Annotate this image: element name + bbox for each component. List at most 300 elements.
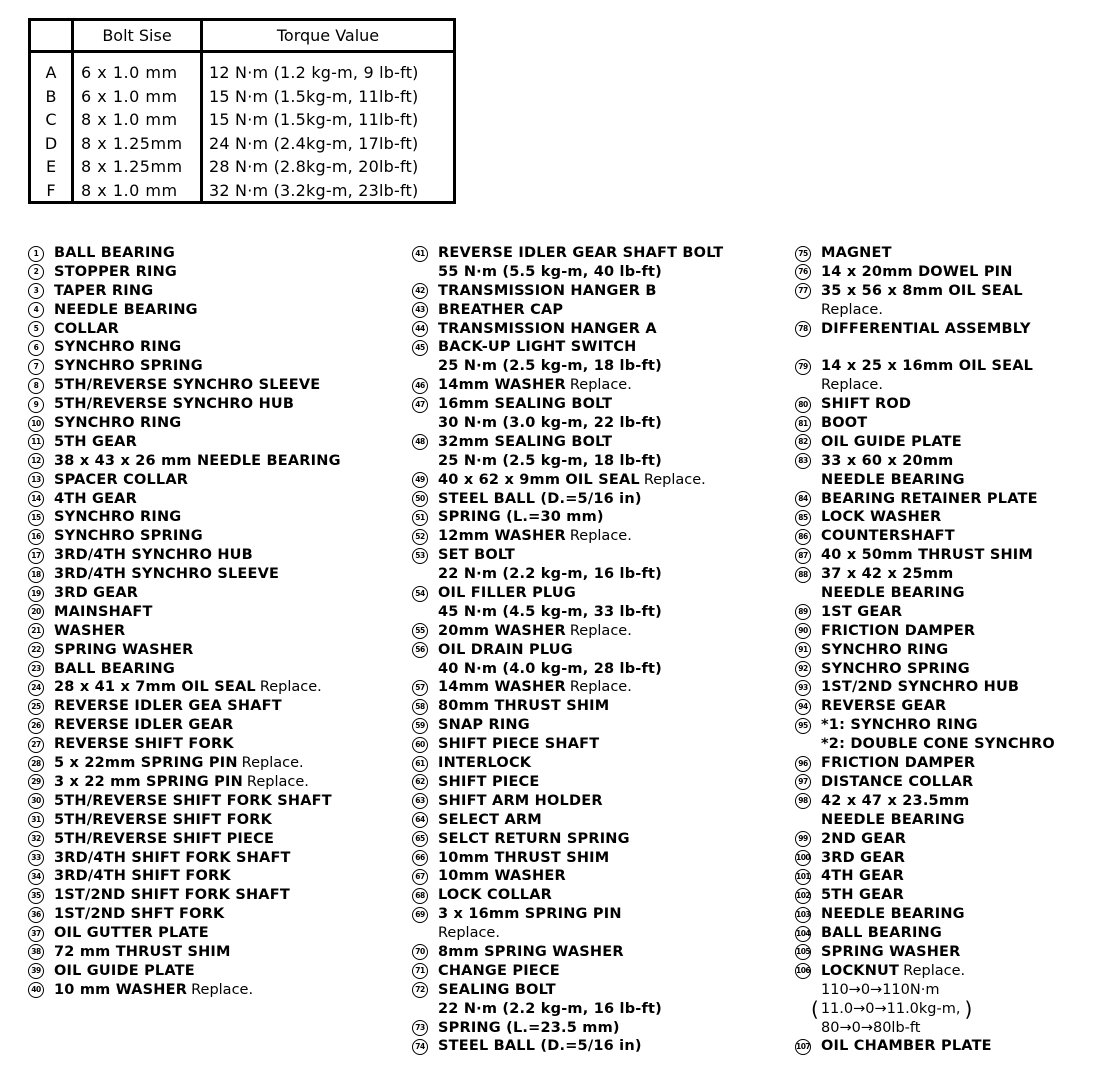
item-number-badge: 67 xyxy=(412,869,428,885)
item-number-badge: 2 xyxy=(28,264,44,280)
part-name: OIL GUIDE PLATE xyxy=(821,433,962,450)
item-number-badge: 6 xyxy=(28,340,44,356)
parts-list-item xyxy=(412,830,782,849)
item-number-badge: 39 xyxy=(28,963,44,979)
item-number-badge: 93 xyxy=(795,680,811,696)
item-number-badge: 45 xyxy=(412,340,428,356)
part-name: 38 x 43 x 26 mm NEEDLE BEARING xyxy=(54,452,341,469)
item-number-badge: 36 xyxy=(28,907,44,923)
torque-value: 15 N·m (1.5kg-m, 11lb-ft) xyxy=(209,110,419,129)
parts-list-item xyxy=(28,943,400,962)
part-name: *1: SYNCHRO RING xyxy=(821,717,978,734)
parts-list-item xyxy=(412,263,782,282)
parts-list-item xyxy=(795,773,1115,792)
parts-list-item xyxy=(28,452,400,471)
parts-list-item xyxy=(28,660,400,679)
parts-list-item xyxy=(412,697,782,716)
item-number-badge: 96 xyxy=(795,756,811,772)
parts-list-item xyxy=(412,357,782,376)
item-number-badge: 58 xyxy=(412,699,428,715)
part-name: BALL BEARING xyxy=(821,925,942,942)
parts-list-item xyxy=(28,320,400,339)
parts-list-item xyxy=(795,943,1115,962)
bolt-size: 8 x 1.0 mm xyxy=(81,180,178,200)
part-name: SELECT ARM xyxy=(438,811,542,828)
part-name: REVERSE IDLER GEAR SHAFT BOLT xyxy=(438,245,724,261)
parts-list-item xyxy=(28,792,400,811)
item-number-badge: 90 xyxy=(795,623,811,639)
parts-list-item xyxy=(795,433,1115,452)
parts-list-item xyxy=(412,641,782,660)
parts-list-item xyxy=(795,282,1115,301)
part-name: LOCKNUT xyxy=(821,962,900,979)
parts-list-item xyxy=(28,584,400,603)
part-note: Replace. xyxy=(438,925,500,942)
part-name: 3RD GEAR xyxy=(821,849,906,866)
part-name: 5TH/REVERSE SHIFT PIECE xyxy=(54,830,275,847)
part-name: SEALING BOLT xyxy=(438,981,556,998)
item-number-badge: 70 xyxy=(412,944,428,960)
part-name: 4TH GEAR xyxy=(54,490,137,507)
part-note: Replace. xyxy=(821,377,883,394)
item-number-badge: 74 xyxy=(412,1039,428,1055)
part-name: NEEDLE BEARING xyxy=(821,811,965,828)
parts-list-item xyxy=(28,678,400,697)
part-name: 3RD/4TH SYNCHRO SLEEVE xyxy=(54,566,280,583)
parts-list-item xyxy=(28,471,400,490)
parts-list-item xyxy=(795,735,1115,754)
part-name: SNAP RING xyxy=(438,717,530,734)
item-number-badge: 77 xyxy=(795,283,811,299)
item-number-badge: 5 xyxy=(28,321,44,337)
part-note: Replace. xyxy=(569,679,632,696)
part-note: Replace. xyxy=(191,981,254,998)
part-name: 5TH/REVERSE SHIFT FORK xyxy=(54,811,273,828)
part-name: TRANSMISSION HANGER A xyxy=(438,320,657,337)
part-name: 5TH/REVERSE SHIFT FORK SHAFT xyxy=(54,792,332,809)
torque-value: 28 N·m (2.8kg-m, 20lb-ft) xyxy=(209,157,419,176)
part-name: LOCK WASHER xyxy=(821,509,942,526)
parts-list-item xyxy=(795,867,1115,886)
part-name: SELCT RETURN SPRING xyxy=(438,830,630,847)
item-number-badge: 72 xyxy=(412,982,428,998)
bolt-size: 8 x 1.0 mm xyxy=(81,110,178,129)
part-name: FRICTION DAMPER xyxy=(821,622,976,639)
parts-list-item xyxy=(412,1019,782,1038)
item-number-badge: 102 xyxy=(795,888,811,904)
parts-list-item xyxy=(795,301,1115,320)
part-name: 35 x 56 x 8mm OIL SEAL xyxy=(821,282,1023,299)
item-number-badge: 94 xyxy=(795,699,811,715)
parts-list-item xyxy=(412,1000,782,1019)
parts-list-item xyxy=(795,981,1115,1000)
part-name: 3 x 16mm SPRING PIN xyxy=(438,906,622,923)
item-number-badge: 57 xyxy=(412,680,428,696)
part-name: DIFFERENTIAL ASSEMBLY xyxy=(821,320,1031,337)
item-number-badge: 46 xyxy=(412,378,428,394)
part-name: BALL BEARING xyxy=(54,245,175,261)
item-number-badge: 38 xyxy=(28,944,44,960)
parts-list-item xyxy=(412,792,782,811)
parts-list-item xyxy=(412,943,782,962)
item-number-badge: 24 xyxy=(28,680,44,696)
parts-list-item xyxy=(412,546,782,565)
parts-list-item xyxy=(795,830,1115,849)
parts-list-item xyxy=(412,886,782,905)
item-number-badge: 40 xyxy=(28,982,44,998)
item-number-badge: 18 xyxy=(28,567,44,583)
part-name: OIL FILLER PLUG xyxy=(438,585,576,602)
bracket-open-icon: ( xyxy=(811,996,819,1021)
parts-list-item xyxy=(412,1037,782,1056)
part-name: SYNCHRO RING xyxy=(54,339,182,356)
part-name: 22 N·m (2.2 kg-m, 16 lb-ft) xyxy=(438,566,662,583)
parts-list-item xyxy=(412,395,782,414)
item-number-badge: 80 xyxy=(795,397,811,413)
parts-list-item xyxy=(412,660,782,679)
part-name: 40 x 50mm THRUST SHIM xyxy=(821,547,1034,564)
part-name: STOPPER RING xyxy=(54,263,178,280)
bolt-size: 8 x 1.25mm xyxy=(81,133,183,153)
item-number-badge: 89 xyxy=(795,604,811,620)
part-name: SYNCHRO RING xyxy=(821,641,949,658)
part-name: 5TH GEAR xyxy=(821,887,904,904)
torque-table-row xyxy=(31,85,453,108)
part-name: COLLAR xyxy=(54,320,120,337)
parts-list-item xyxy=(28,527,400,546)
part-name: 14 x 20mm DOWEL PIN xyxy=(821,263,1013,280)
item-number-badge: 64 xyxy=(412,812,428,828)
part-name: OIL DRAIN PLUG xyxy=(438,641,573,658)
part-note: Replace. xyxy=(821,301,883,318)
bolt-letter: A xyxy=(45,63,57,82)
part-name: REVERSE SHIFT FORK xyxy=(54,736,234,753)
parts-list-column-3 xyxy=(795,244,1115,1056)
part-name: SPRING (L.=30 mm) xyxy=(438,509,604,526)
item-number-badge: 17 xyxy=(28,548,44,564)
parts-list-item xyxy=(28,735,400,754)
part-name: OIL GUTTER PLATE xyxy=(54,925,209,942)
parts-list-item xyxy=(412,414,782,433)
part-name: TAPER RING xyxy=(54,282,154,299)
part-name: BALL BEARING xyxy=(54,660,175,677)
parts-list-item xyxy=(28,357,400,376)
parts-list-item xyxy=(795,996,1115,1021)
part-name: 5TH/REVERSE SYNCHRO HUB xyxy=(54,396,295,413)
item-number-badge: 75 xyxy=(795,246,811,262)
item-number-badge: 33 xyxy=(28,850,44,866)
parts-list-item xyxy=(412,471,782,490)
torque-table-row xyxy=(31,155,453,178)
part-note: Replace. xyxy=(246,773,309,790)
parts-list-item xyxy=(795,395,1115,414)
item-number-badge: 3 xyxy=(28,283,44,299)
parts-list-item xyxy=(412,716,782,735)
parts-list-item xyxy=(795,414,1115,433)
part-name: 25 N·m (2.5 kg-m, 18 lb-ft) xyxy=(438,452,662,469)
item-number-badge: 14 xyxy=(28,491,44,507)
parts-list-item xyxy=(412,565,782,584)
item-number-badge: 88 xyxy=(795,567,811,583)
item-number-badge: 28 xyxy=(28,756,44,772)
item-number-badge: 35 xyxy=(28,888,44,904)
parts-list-item xyxy=(795,924,1115,943)
item-number-badge: 1 xyxy=(28,246,44,262)
part-name: 14mm WASHER xyxy=(438,679,566,696)
item-number-badge: 87 xyxy=(795,548,811,564)
part-name: 14 x 25 x 16mm OIL SEAL xyxy=(821,358,1034,375)
item-number-badge: 99 xyxy=(795,831,811,847)
parts-list-item xyxy=(795,716,1115,735)
parts-list-item xyxy=(28,301,400,320)
part-note: Replace. xyxy=(903,962,966,979)
parts-list-column-2 xyxy=(412,244,782,1056)
part-name: SPACER COLLAR xyxy=(54,471,189,488)
item-number-badge: 65 xyxy=(412,831,428,847)
part-name: 1ST/2ND SYNCHRO HUB xyxy=(821,679,1020,696)
item-number-badge: 85 xyxy=(795,510,811,526)
parts-list-item xyxy=(28,508,400,527)
part-name: MAINSHAFT xyxy=(54,603,153,620)
parts-list-item xyxy=(795,452,1115,471)
part-name: 28 x 41 x 7mm OIL SEAL xyxy=(54,679,256,696)
part-name: SHIFT ROD xyxy=(821,396,912,413)
part-name: 33 x 60 x 20mm xyxy=(821,452,954,469)
part-name: 10mm WASHER xyxy=(438,868,566,885)
part-name: 80mm THRUST SHIM xyxy=(438,698,610,715)
part-name: NEEDLE BEARING xyxy=(821,585,965,602)
part-name: COUNTERSHAFT xyxy=(821,528,955,545)
parts-list-item xyxy=(412,508,782,527)
parts-list-item xyxy=(412,584,782,603)
part-name: 5TH/REVERSE SYNCHRO SLEEVE xyxy=(54,377,321,394)
parts-list-item xyxy=(795,849,1115,868)
parts-list-item xyxy=(28,565,400,584)
part-name: BREATHER CAP xyxy=(438,301,564,318)
item-number-badge: 41 xyxy=(412,246,428,262)
item-number-badge: 73 xyxy=(412,1020,428,1036)
bracket-close-icon: ) xyxy=(964,996,973,1021)
bolt-letter: C xyxy=(45,110,57,129)
parts-list-item xyxy=(28,830,400,849)
item-number-badge: 61 xyxy=(412,756,428,772)
part-name: 1ST GEAR xyxy=(821,603,903,620)
parts-list-item xyxy=(795,471,1115,490)
part-name: OIL CHAMBER PLATE xyxy=(821,1038,992,1055)
part-name: 3 x 22 mm SPRING PIN xyxy=(54,773,243,790)
item-number-badge: 10 xyxy=(28,416,44,432)
item-number-badge: 9 xyxy=(28,397,44,413)
part-name: SET BOLT xyxy=(438,547,515,564)
part-name: 40 x 62 x 9mm OIL SEAL xyxy=(438,471,640,488)
parts-list-item xyxy=(795,886,1115,905)
part-note: 110→0→110N·m xyxy=(821,981,940,998)
parts-list-item xyxy=(28,338,400,357)
parts-list-item xyxy=(412,452,782,471)
bolt-size: 6 x 1.0 mm xyxy=(81,86,178,106)
parts-list-item xyxy=(28,263,400,282)
part-note: Replace. xyxy=(569,528,632,545)
parts-list-item xyxy=(795,546,1115,565)
part-name: STEEL BALL (D.=5/16 in) xyxy=(438,1038,642,1055)
parts-list-item xyxy=(795,490,1115,509)
part-name: 16mm SEALING BOLT xyxy=(438,396,613,413)
torque-table-header xyxy=(31,21,453,53)
parts-list-item xyxy=(795,320,1115,339)
item-number-badge: 69 xyxy=(412,907,428,923)
item-number-badge: 95 xyxy=(795,718,811,734)
parts-list-item xyxy=(795,508,1115,527)
part-name: CHANGE PIECE xyxy=(438,962,560,979)
part-name: 10mm THRUST SHIM xyxy=(438,849,610,866)
parts-list-item xyxy=(795,244,1115,263)
item-number-badge: 4 xyxy=(28,302,44,318)
item-number-badge: 26 xyxy=(28,718,44,734)
parts-list-item xyxy=(412,376,782,395)
part-note: Replace. xyxy=(241,755,304,772)
parts-list-item xyxy=(28,376,400,395)
part-name: DISTANCE COLLAR xyxy=(821,773,974,790)
header-bolt-size: Bolt Sise xyxy=(102,26,172,45)
parts-list-item xyxy=(795,962,1115,981)
item-number-badge: 22 xyxy=(28,642,44,658)
parts-list-item xyxy=(795,905,1115,924)
part-name: 25 N·m (2.5 kg-m, 18 lb-ft) xyxy=(438,358,662,375)
part-name: 72 mm THRUST SHIM xyxy=(54,943,231,960)
parts-list-item xyxy=(412,754,782,773)
part-name: INTERLOCK xyxy=(438,755,532,772)
item-number-badge: 47 xyxy=(412,397,428,413)
parts-list-item xyxy=(412,338,782,357)
parts-list-item xyxy=(28,395,400,414)
part-name: LOCK COLLAR xyxy=(438,887,553,904)
part-name: 20mm WASHER xyxy=(438,622,566,639)
part-name: MAGNET xyxy=(821,245,892,261)
item-number-badge: 37 xyxy=(28,926,44,942)
parts-list-item xyxy=(412,924,782,943)
item-number-badge: 62 xyxy=(412,774,428,790)
part-name: 22 N·m (2.2 kg-m, 16 lb-ft) xyxy=(438,1000,662,1017)
parts-list-item xyxy=(28,867,400,886)
part-note: Replace. xyxy=(643,471,706,488)
part-name: SHIFT ARM HOLDER xyxy=(438,792,603,809)
item-number-badge: 48 xyxy=(412,434,428,450)
item-number-badge: 29 xyxy=(28,774,44,790)
header-torque-value: Torque Value xyxy=(276,26,380,45)
parts-list-item xyxy=(28,414,400,433)
item-number-badge: 34 xyxy=(28,869,44,885)
bolt-size: 8 x 1.25mm xyxy=(81,157,183,176)
parts-list-item xyxy=(412,867,782,886)
part-name: 3RD/4TH SHIFT FORK SHAFT xyxy=(54,849,291,866)
part-name: WASHER xyxy=(54,622,126,639)
item-number-badge: 54 xyxy=(412,586,428,602)
part-name: REVERSE GEAR xyxy=(821,698,947,715)
part-name: OIL GUIDE PLATE xyxy=(54,962,195,979)
parts-list-item xyxy=(795,754,1115,773)
item-number-badge: 7 xyxy=(28,359,44,375)
item-number-badge: 21 xyxy=(28,623,44,639)
part-name: 8mm SPRING WASHER xyxy=(438,943,624,960)
item-number-badge: 86 xyxy=(795,529,811,545)
part-name: 32mm SEALING BOLT xyxy=(438,433,613,450)
part-name: TRANSMISSION HANGER B xyxy=(438,282,657,299)
parts-list-item xyxy=(795,678,1115,697)
torque-value: 32 N·m (3.2kg-m, 23lb-ft) xyxy=(209,180,419,200)
part-name: 30 N·m (3.0 kg-m, 22 lb-ft) xyxy=(438,415,662,432)
torque-value: 24 N·m (2.4kg-m, 17lb-ft) xyxy=(209,133,419,153)
part-name: REVERSE IDLER GEA SHAFT xyxy=(54,698,282,715)
parts-list-item xyxy=(28,244,400,263)
part-name: 2ND GEAR xyxy=(821,830,907,847)
part-name: NEEDLE BEARING xyxy=(821,906,965,923)
item-number-badge: 100 xyxy=(795,850,811,866)
torque-table-row xyxy=(31,132,453,155)
parts-list-item xyxy=(795,1037,1115,1056)
parts-list-item xyxy=(28,981,400,1000)
parts-list-item xyxy=(795,641,1115,660)
item-number-badge: 78 xyxy=(795,321,811,337)
parts-list-item xyxy=(28,622,400,641)
bolt-letter: B xyxy=(45,86,57,106)
parts-list-item xyxy=(412,849,782,868)
part-note: Replace. xyxy=(569,622,632,639)
parts-list-item xyxy=(28,886,400,905)
item-number-badge: 55 xyxy=(412,623,428,639)
item-number-badge: 101 xyxy=(795,869,811,885)
parts-list-item xyxy=(412,527,782,546)
parts-list-item xyxy=(795,811,1115,830)
parts-list-item xyxy=(28,905,400,924)
item-number-badge: 66 xyxy=(412,850,428,866)
parts-list-item xyxy=(795,622,1115,641)
torque-table-row xyxy=(31,179,453,202)
item-number-badge: 44 xyxy=(412,321,428,337)
parts-list-item xyxy=(795,527,1115,546)
part-name: REVERSE IDLER GEAR xyxy=(54,717,234,734)
parts-list-item xyxy=(412,244,782,263)
parts-list-item xyxy=(412,811,782,830)
part-name: 3RD/4TH SHIFT FORK xyxy=(54,868,231,885)
parts-list-item xyxy=(412,301,782,320)
item-number-badge: 13 xyxy=(28,472,44,488)
torque-table xyxy=(28,18,456,204)
part-name: 45 N·m (4.5 kg-m, 33 lb-ft) xyxy=(438,603,662,620)
item-number-badge: 43 xyxy=(412,302,428,318)
item-number-badge: 20 xyxy=(28,604,44,620)
parts-list-item xyxy=(795,376,1115,395)
part-name: 4TH GEAR xyxy=(821,868,904,885)
item-number-badge: 71 xyxy=(412,963,428,979)
item-number-badge: 63 xyxy=(412,793,428,809)
item-number-badge: 106 xyxy=(795,963,811,979)
item-number-badge: 27 xyxy=(28,737,44,753)
item-number-badge: 103 xyxy=(795,907,811,923)
part-name: SPRING (L.=23.5 mm) xyxy=(438,1019,620,1036)
part-name: SYNCHRO SPRING xyxy=(54,358,203,375)
part-note: 80→0→80lb-ft xyxy=(821,1019,921,1036)
item-number-badge: 79 xyxy=(795,359,811,375)
parts-list-item xyxy=(412,320,782,339)
part-name: 3RD GEAR xyxy=(54,585,139,602)
item-number-badge: 92 xyxy=(795,661,811,677)
item-number-badge: 52 xyxy=(412,529,428,545)
parts-list-item xyxy=(28,924,400,943)
parts-list-item xyxy=(412,905,782,924)
part-name: 42 x 47 x 23.5mm xyxy=(821,792,970,809)
part-name: 1ST/2ND SHIFT FORK SHAFT xyxy=(54,887,290,904)
part-note: 11.0→0→11.0kg-m, xyxy=(820,1000,961,1017)
